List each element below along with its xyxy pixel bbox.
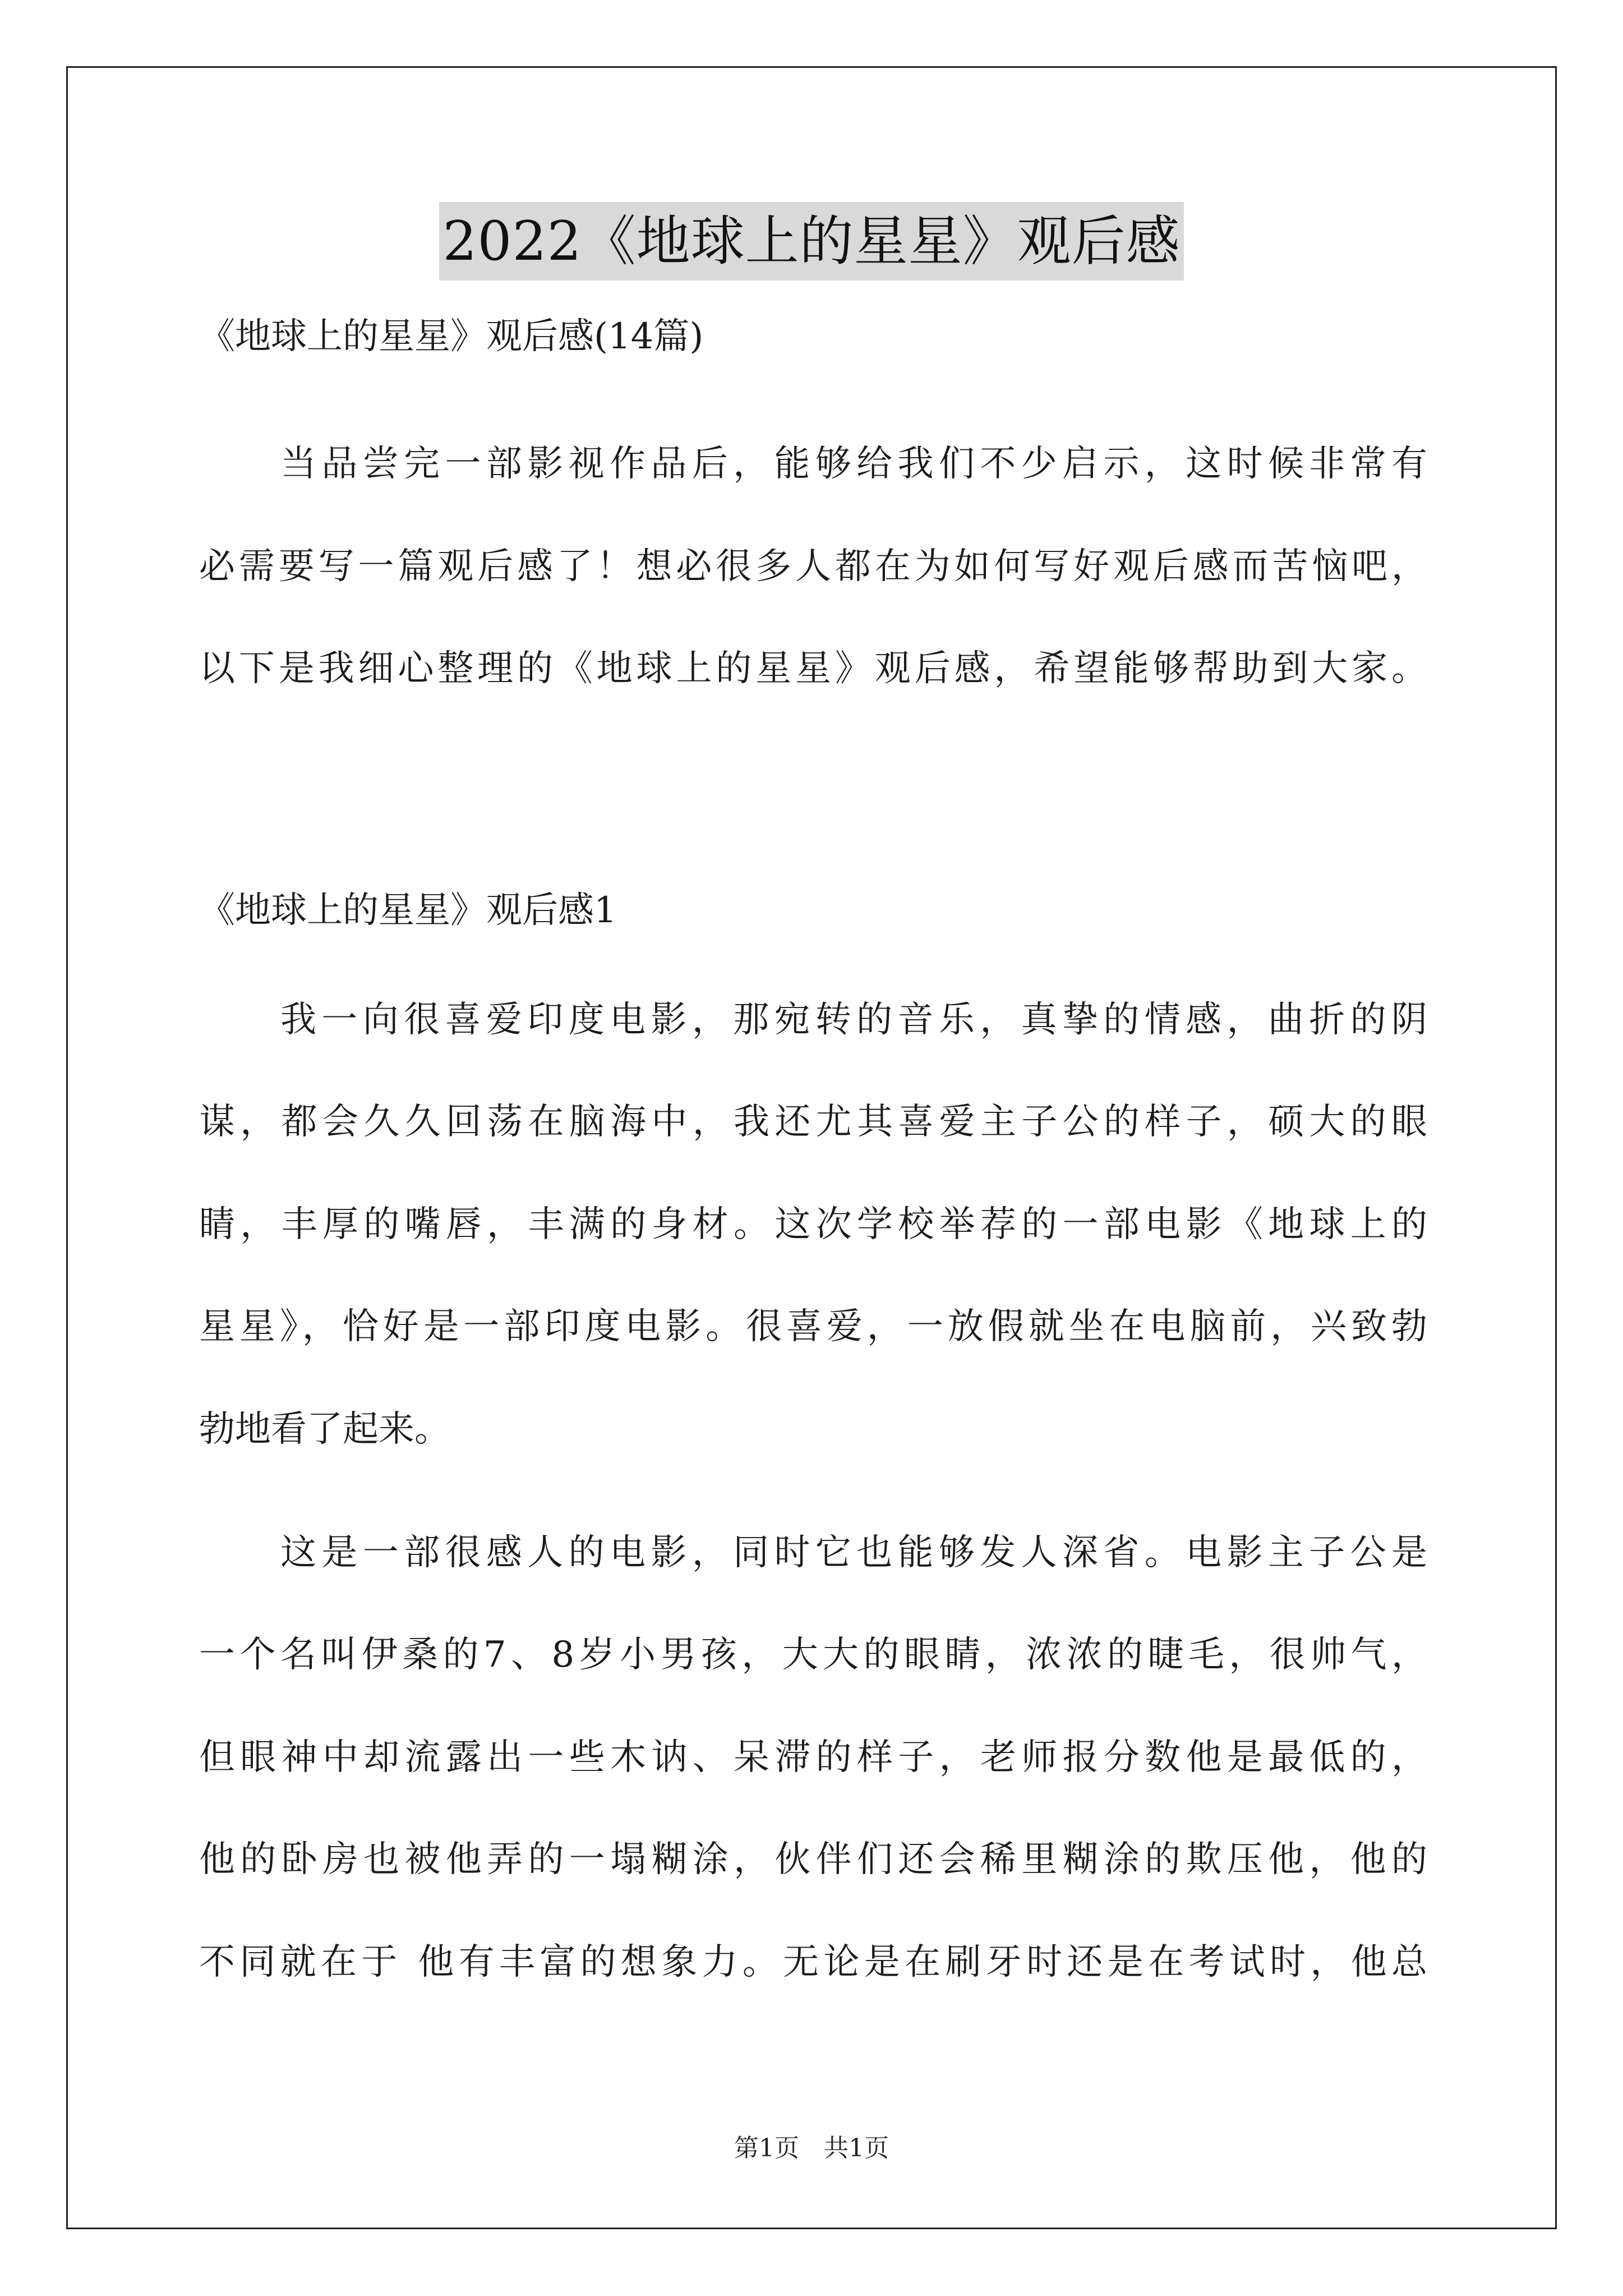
page-footer: 第1页 共1页 — [734, 2134, 889, 2162]
document-subtitle: 《地球上的星星》观后感(14篇) — [199, 316, 704, 357]
paragraph2-line: 一个名叫伊桑的7、8岁小男孩，大大的眼睛，浓浓的睫毛，很帅气， — [199, 1634, 1427, 1676]
paragraph1-line: 星星》，恰好是一部印度电影。很喜爱，一放假就坐在电脑前，兴致勃 — [199, 1306, 1427, 1347]
paragraph1-line: 我一向很喜爱印度电影，那宛转的音乐，真挚的情感，曲折的阴 — [280, 999, 1427, 1041]
paragraph1-line: 睛，丰厚的嘴唇，丰满的身材。这次学校举荐的一部电影《地球上的 — [199, 1204, 1427, 1245]
title-wrapper — [0, 202, 1623, 280]
intro-line: 以下是我细心整理的《地球上的星星》观后感，希望能够帮助到大家。 — [199, 648, 1427, 689]
paragraph2-line: 但眼神中却流露出一些木讷、呆滞的样子，老师报分数他是最低的， — [199, 1737, 1427, 1778]
paragraph1-line: 谋，都会久久回荡在脑海中，我还尤其喜爱主子公的样子，硕大的眼 — [199, 1101, 1427, 1143]
document-title: 2022《地球上的星星》观后感 — [439, 202, 1183, 280]
section-heading: 《地球上的星星》观后感1 — [199, 890, 617, 931]
paragraph2-line: 这是一部很感人的电影，同时它也能够发人深省。电影主子公是 — [280, 1532, 1427, 1573]
page-border — [66, 66, 1557, 2229]
paragraph2-line: 不同就在于 他有丰富的想象力。无论是在刷牙时还是在考试时，他总 — [199, 1941, 1427, 1983]
intro-line: 当品尝完一部影视作品后，能够给我们不少启示，这时候非常有 — [280, 443, 1427, 485]
paragraph1-line: 勃地看了起来。 — [199, 1409, 450, 1450]
intro-line: 必需要写一篇观后感了！想必很多人都在为如何写好观后感而苦恼吧， — [199, 546, 1427, 587]
paragraph2-line: 他的卧房也被他弄的一塌糊涂，伙伴们还会稀里糊涂的欺压他，他的 — [199, 1839, 1427, 1880]
